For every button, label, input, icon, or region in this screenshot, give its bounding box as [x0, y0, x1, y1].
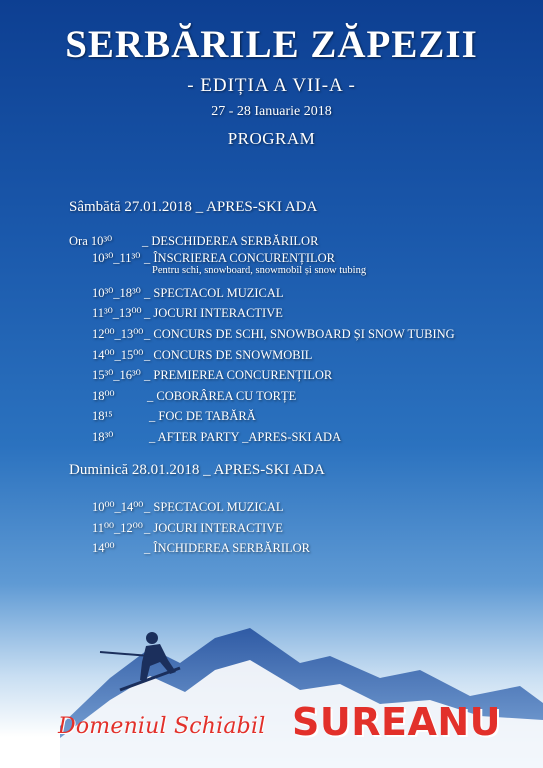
event-time: 18⁰⁰ [92, 389, 115, 403]
event-time: 12⁰⁰_13⁰⁰ [92, 327, 144, 341]
event-time: 18¹⁵ [92, 409, 113, 423]
event-label: _ FOC DE TABĂRĂ [149, 409, 256, 423]
program-heading: PROGRAM [227, 129, 316, 148]
event-label: _ PREMIEREA CONCURENȚILOR [144, 368, 333, 382]
event-label: _ COBORÂREA CU TORȚE [147, 389, 297, 403]
event-time: 10⁰⁰_14⁰⁰ [92, 500, 144, 514]
event-label: _ JOCURI INTERACTIVE [144, 521, 283, 535]
event-sublabel: Pentru schi, snowboard, snowmobil și snow tubing [152, 265, 367, 276]
edition-label: - EDIȚIA A VII-A - [187, 75, 356, 96]
event-label: _ SPECTACOL MUZICAL [144, 500, 284, 514]
event-label: _ DESCHIDEREA SERBĂRILOR [142, 234, 319, 248]
event-label: _ AFTER PARTY _APRES-SKI ADA [149, 430, 342, 444]
event-time: 11³⁰_13⁰⁰ [92, 306, 142, 320]
event-time: 14⁰⁰_15⁰⁰ [92, 348, 144, 362]
event-time: 14⁰⁰ [92, 541, 115, 555]
event-label: _ SPECTACOL MUZICAL [144, 286, 284, 300]
logo-script-text: Domeniul Schiabil [58, 714, 266, 739]
poster-title: SERBĂRILE ZĂPEZII [65, 23, 478, 66]
schedule-row [92, 500, 284, 514]
event-time: 10³⁰_18³⁰ [92, 286, 141, 300]
schedule-row [92, 541, 310, 555]
schedule-row [92, 521, 283, 535]
mountain-illustration [0, 608, 543, 768]
event-time: 18³⁰ [92, 430, 114, 444]
event-time: 11⁰⁰_12⁰⁰ [92, 521, 143, 535]
event-time: Ora 10³⁰ [69, 234, 113, 248]
event-label: _ ÎNSCRIEREA CONCURENȚILOR [144, 251, 335, 265]
event-label: _ CONCURS DE SNOWMOBIL [144, 348, 313, 362]
saturday-heading: Sâmbătă 27.01.2018 _ APRES-SKI ADA [69, 199, 318, 215]
event-label: _ CONCURS DE SCHI, SNOWBOARD ȘI SNOW TUBING [144, 327, 455, 341]
event-time: 15³⁰_16³⁰ [92, 368, 141, 382]
sunday-heading: Duminică 28.01.2018 _ APRES-SKI ADA [69, 462, 325, 478]
event-label: _ JOCURI INTERACTIVE [144, 306, 283, 320]
event-label: _ ÎNCHIDEREA SERBĂRILOR [144, 541, 310, 555]
event-time: 10³⁰_11³⁰ [92, 251, 141, 265]
event-dates: 27 - 28 Ianuarie 2018 [211, 104, 332, 119]
logo-brand-text: SUREANU [292, 700, 502, 744]
